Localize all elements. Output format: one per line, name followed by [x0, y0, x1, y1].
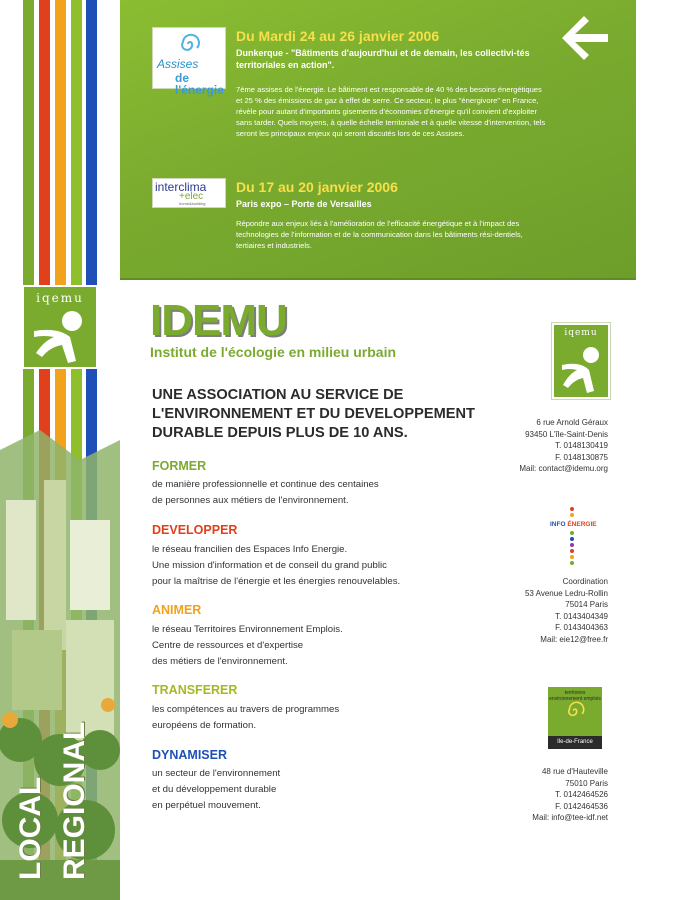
section-line: Centre de ressources et d'expertise: [152, 640, 304, 651]
local-vertical-label: LOCAL: [14, 776, 47, 880]
logo-text-energie: de l'énergie: [175, 71, 224, 97]
logo-text: iqemu: [564, 328, 598, 338]
section-line: en perpétuel mouvement.: [152, 800, 261, 811]
section-line: les compétences au travers de programmes: [152, 704, 340, 715]
section-line: Une mission d'information et de conseil du grand public: [152, 560, 387, 571]
logo-arc-text: territoires environnement emplois: [549, 690, 601, 702]
contact-line: 6 rue Arnold Géraux: [536, 418, 608, 427]
section-line: le réseau Territoires Environnement Emplois.: [152, 624, 343, 635]
contact-line: F. 0143404363: [555, 623, 608, 632]
spiral-icon: [177, 31, 203, 57]
contact-line: T. 0143404349: [555, 611, 608, 621]
info-energie-label: [550, 521, 597, 528]
idemu-logo-tile: [22, 285, 98, 369]
section-body: [152, 477, 472, 509]
contact-line: 75014 Paris: [565, 600, 608, 609]
logo-text-energie: ÉNERGIE: [567, 521, 597, 528]
logo-text-elec: +elec: [179, 191, 204, 202]
contact-email[interactable]: Mail: contact@idemu.org: [519, 464, 608, 473]
agenda-title: AGENDA: [630, 268, 677, 469]
logo-text: iqemu: [36, 291, 84, 305]
regional-vertical-label: REGIONAL: [58, 721, 91, 880]
event-date: Du 17 au 20 janvier 2006: [236, 179, 398, 195]
info-energie-logo: [548, 505, 614, 569]
section-line: et du développement durable: [152, 784, 277, 795]
contact-email[interactable]: Mail: eie12@free.fr: [540, 634, 608, 644]
event-date: Du Mardi 24 au 26 janvier 2006: [236, 28, 440, 44]
logo-text-info: INFO: [550, 521, 566, 528]
left-decorative-column: [0, 0, 120, 900]
logo-band-text: Ile-de-France: [548, 736, 602, 749]
brand-name: IDEMU: [150, 296, 287, 345]
logo-text-interclima: interclima: [155, 180, 207, 194]
running-figure-icon: [24, 287, 100, 371]
section-title: TRANSFERER: [152, 683, 238, 697]
logo-text-home-building: home&building: [179, 201, 206, 206]
dots-icon: [548, 505, 614, 569]
panel-edge: [120, 278, 636, 280]
interclima-logo: [152, 178, 226, 208]
headline: UNE ASSOCIATION AU SERVICE DE L'ENVIRONNEMENT ET DU DEVELOPPEMENT DURABLE DEPUIS PLUS DE 10 ANS.: [152, 387, 475, 441]
section-body: [152, 766, 472, 814]
running-figure-icon: [554, 325, 612, 401]
section-body: [152, 622, 472, 670]
section-line: des métiers de l'environnement.: [152, 656, 288, 667]
contact-line: Coordination: [562, 577, 608, 586]
section-line: européens de formation.: [152, 720, 256, 731]
arrow-left-icon: [556, 12, 612, 68]
section-line: de personnes aux métiers de l'environnement.: [152, 495, 349, 506]
brand-subtitle: Institut de l'écologie en milieu urbain: [150, 344, 397, 360]
section-line: le réseau francilien des Espaces Info Energie.: [152, 544, 348, 555]
assises-energie-logo: [152, 27, 226, 97]
event-subtitle: Paris expo – Porte de Versailles: [236, 199, 372, 209]
contact-line: T. 0148130419: [555, 441, 608, 450]
event-description: 7ème assises de l'énergie. Le bâtiment est responsable de 40 % des besoins énergétiques et 25 % des émissions de gaz à effet de serre. Ce secteur, le plus "énergivore" en France, révèle pour autant d'importants gisements d'économies d'énergie qu'il convient d'exploiter sans tarder. Quels moyens, à quelle échelle territoriale et à quelle vitesse d'intervention, tels seront les principaux enjeux qui seront discutés lors de ces Assises.: [236, 85, 546, 138]
section-body: [152, 542, 472, 590]
event-description: Répondre aux enjeux liés à l'amélioration de l'efficacité énergétique et à l'impact des technologies de l'information et de la communication dans les bâtiments rési-dentiels, tertiaires et industriels.: [236, 219, 523, 250]
contact-line: 93450 L'île-Saint-Denis: [525, 429, 608, 439]
spiral-icon: [548, 687, 602, 736]
section-title: FORMER: [152, 459, 207, 473]
section-line: pour la maîtrise de l'énergie et les énergies renouvelables.: [152, 576, 401, 587]
section-title: ANIMER: [152, 603, 202, 617]
contact-tee: [468, 766, 608, 824]
contact-info-energie: [468, 576, 608, 645]
contact-line: T. 0142464526: [555, 790, 608, 799]
contact-line: F. 0148130875: [555, 452, 608, 462]
contact-line: 53 Avenue Ledru-Rollin: [524, 588, 608, 598]
event-subtitle: Dunkerque - "Bâtiments d'aujourd'hui et de demain, les collectivi-tés territoriales en action".: [236, 48, 530, 70]
section-line: un secteur de l'environnement: [152, 768, 281, 779]
section-body: [152, 702, 472, 734]
contact-line: 48 rue d'Hauteville: [541, 767, 608, 776]
territoires-environnement-emplois-logo: [548, 687, 602, 749]
contact-idemu: [468, 417, 608, 475]
logo-text-assises: Assises: [157, 57, 199, 71]
section-title: DEVELOPPER: [152, 523, 238, 537]
contact-email[interactable]: Mail: info@tee-idf.net: [532, 813, 608, 822]
idemu-contact-logo: [552, 323, 610, 399]
contact-line: 75010 Paris: [565, 778, 608, 788]
section-line: de manière professionnelle et continue des centaines: [152, 479, 379, 490]
section-title: DYNAMISER: [152, 748, 228, 762]
contact-line: F. 0142464536: [555, 801, 608, 811]
